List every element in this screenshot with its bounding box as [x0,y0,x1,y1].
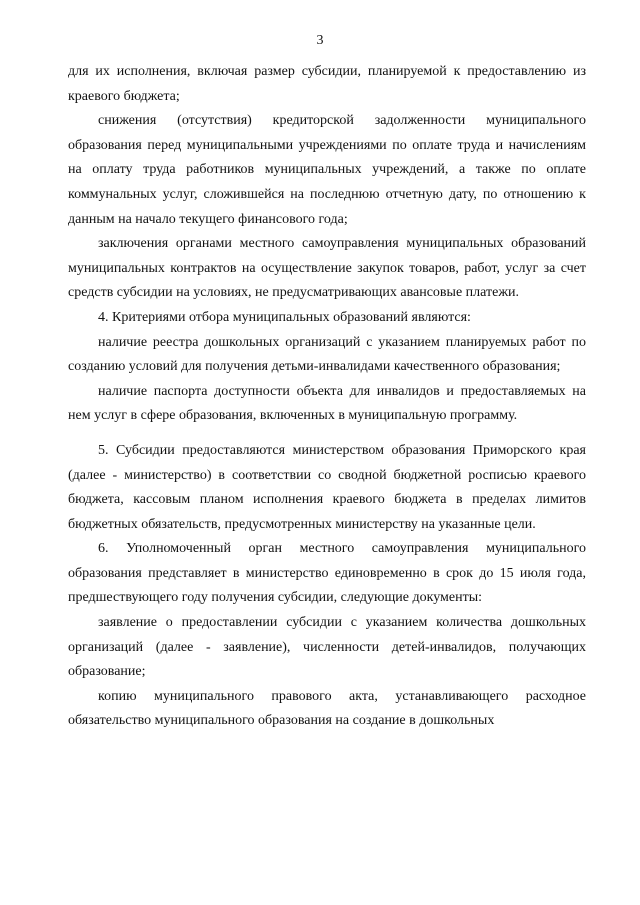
paragraph-application: заявление о предоставлении субсидии с указанием количества дошкольных организаций (далее - заявление), численности детей-инвалидов, получающих образование; [68,615,586,680]
page-number: 3 [316,33,324,48]
paragraph-continuation: для их исполнения, включая размер субсидии, планируемой к предоставлению из краевого бюджета; [68,64,586,104]
paragraph-legal-act-copy: копию муниципального правового акта, устанавливающего расходное обязательство муниципального образования на создание в дошкольных [68,688,586,729]
paragraph-gap [68,429,586,439]
paragraph-registry-criterion: наличие реестра дошкольных организаций с указанием планируемых работ по созданию условий для получения детьми-инвалидами качественного образования; [68,334,586,375]
paragraph-debt-condition: снижения (отсутствия) кредиторской задолженности муниципального образования перед муниципальными учреждениями по оплате труда и начислениям на оплату труда работников муниципальных учреждений, а также по оплате коммунальных услуг, сложившейся на последнюю отчетную дату, по отношению к данным на начало текущего финансового года; [68,113,586,227]
paragraph-passport-criterion: наличие паспорта доступности объекта для инвалидов и предоставляемых на нем услуг в сфере образования, включенных в муниципальную программу. [68,383,586,424]
paragraph-section-4-heading: 4. Критериями отбора муниципальных образований являются: [98,309,471,325]
paragraph-section-6: 6. Уполномоченный орган местного самоуправления муниципального образования представляет в министерство единовременно в срок до 15 июля года, предшествующего году получения субсидии, следующие документы: [68,541,586,606]
paragraph-section-5: 5. Субсидии предоставляются министерством образования Приморского края (далее - министерство) в соответствии со сводной бюджетной росписью краевого бюджета, кассовым планом исполнения краевого бюджета в пределах лимитов бюджетных обязательств, предусмотренных министерству на указанные цели. [68,442,586,532]
paragraph-contracts-condition: заключения органами местного самоуправления муниципальных образований муниципальных контрактов на осуществление закупок товаров, работ, услуг за счет средств субсидии на условиях, не предусматривающих авансовые платежи. [68,236,586,301]
document-body [68,60,586,734]
